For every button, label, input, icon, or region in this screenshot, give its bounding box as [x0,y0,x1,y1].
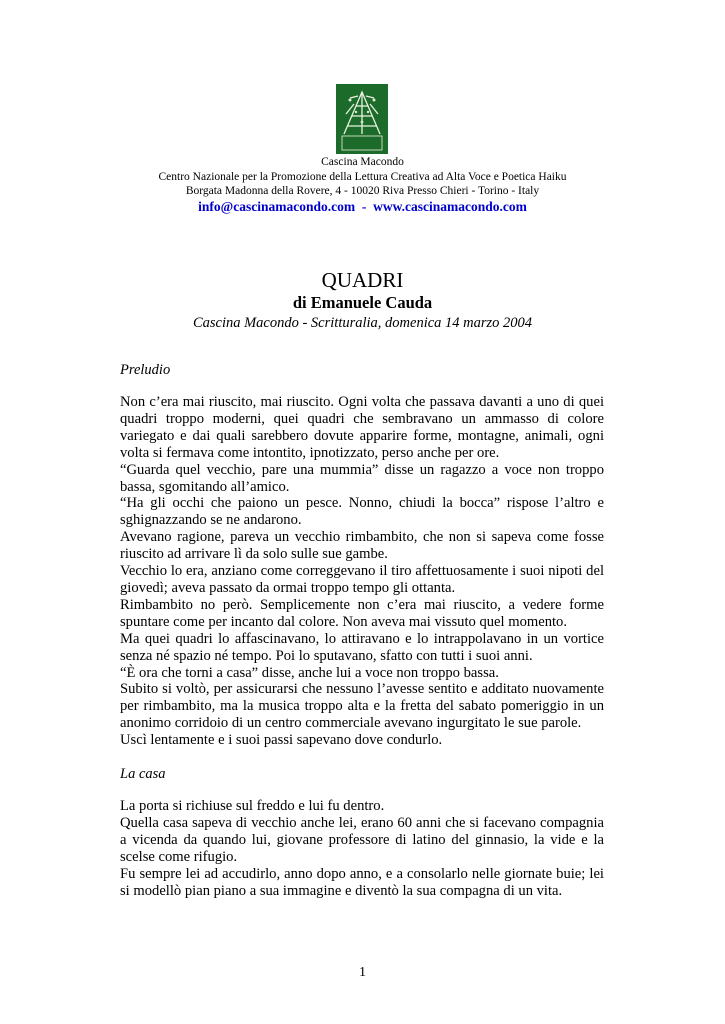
paragraph: Ma quei quadri lo affascinavano, lo attiravano e lo intrappolavano in un vortice senza né spazio né tempo. Poi lo sputavano, sfatto con tutti i suoi anni. [120,630,604,664]
paragraph: “Ha gli occhi che paiono un pesce. Nonno, chiudi la bocca” rispose l’altro e sghignazzando se ne andarono. [120,495,604,529]
paragraph: Rimbambito no però. Semplicemente non c’era mai riuscito, a vedere forme spuntare come per incanto dal colore. Non aveva mai vissuto quel momento. [120,596,604,630]
paragraph: Avevano ragione, pareva un vecchio rimbambito, che non si sapeva come fosse riuscito ad arrivare lì da solo sulle sue gambe. [120,529,604,563]
org-description: Centro Nazionale per la Promozione della Lettura Creativa ad Alta Voce e Poetica Haiku [158,171,567,183]
section-body-preludio [120,394,604,749]
paragraph: Fu sempre lei ad accudirlo, anno dopo anno, e a consolarlo nelle giornate buie; lei si modellò pian piano a sua immagine e diventò la sua compagna di un vita. [120,865,604,899]
paragraph: Subito si voltò, per assicurarsi che nessuno l’avesse sentito e additato nuovamente per rimbambito, ma la musica troppo alta e la fretta del sabato pomeriggio in un anonimo corridoio di un centro commerciale avevano ingurgitato le sue parole. [120,681,604,732]
paragraph: “Guarda quel vecchio, pare una mummia” disse un ragazzo a voce non troppo bassa, sgomitando all’amico. [120,461,604,495]
org-name: Cascina Macondo [321,156,404,168]
contact-links [0,199,725,215]
section-heading-preludio: Preludio [120,362,171,378]
document-event: Cascina Macondo - Scritturalia, domenica 14 marzo 2004 [192,315,533,331]
section-heading-la-casa: La casa [120,766,166,782]
org-address: Borgata Madonna della Rovere, 4 - 10020 Riva Presso Chieri - Torino - Italy [185,185,540,197]
paragraph: La porta si richiuse sul freddo e lui fu dentro. [120,798,385,814]
document-author: di Emanuele Cauda [292,293,433,312]
paragraph: “È ora che torni a casa” disse, anche lui a voce non troppo bassa. [120,664,499,681]
website-link[interactable]: www.cascinamacondo.com [373,199,527,214]
section-body-la-casa [120,798,604,899]
document-title: QUADRI [321,268,404,292]
cascina-macondo-logo [336,84,388,154]
link-separator: - [361,199,367,214]
paragraph: Vecchio lo era, anziano come correggevano il tiro affettuosamente i suoi nipoti del giovedì; aveva passato da ormai troppo tempo gli ottanta. [120,563,604,596]
paragraph: Non c’era mai riuscito, mai riuscito. Ogni volta che passava davanti a uno di quei quadri troppo moderni, quei quadri che sembravano un ammasso di colore variegato e dai quali sarebbero dovute apparire forme, montagne, animali, ogni volta si fermava come intontito, ipnotizzato, perso anche per ore. [120,394,604,461]
paragraph: Quella casa sapeva di vecchio anche lei, erano 60 anni che si facevano compagnia a vicenda da quando lui, giovane professore di latino del ginnasio, la vide e la scelse come rifugio. [120,814,604,865]
paragraph: Uscì lentamente e i suoi passi sapevano dove condurlo. [120,732,443,749]
page-number: 1 [359,965,366,980]
email-link[interactable]: info@cascinamacondo.com [198,199,356,214]
